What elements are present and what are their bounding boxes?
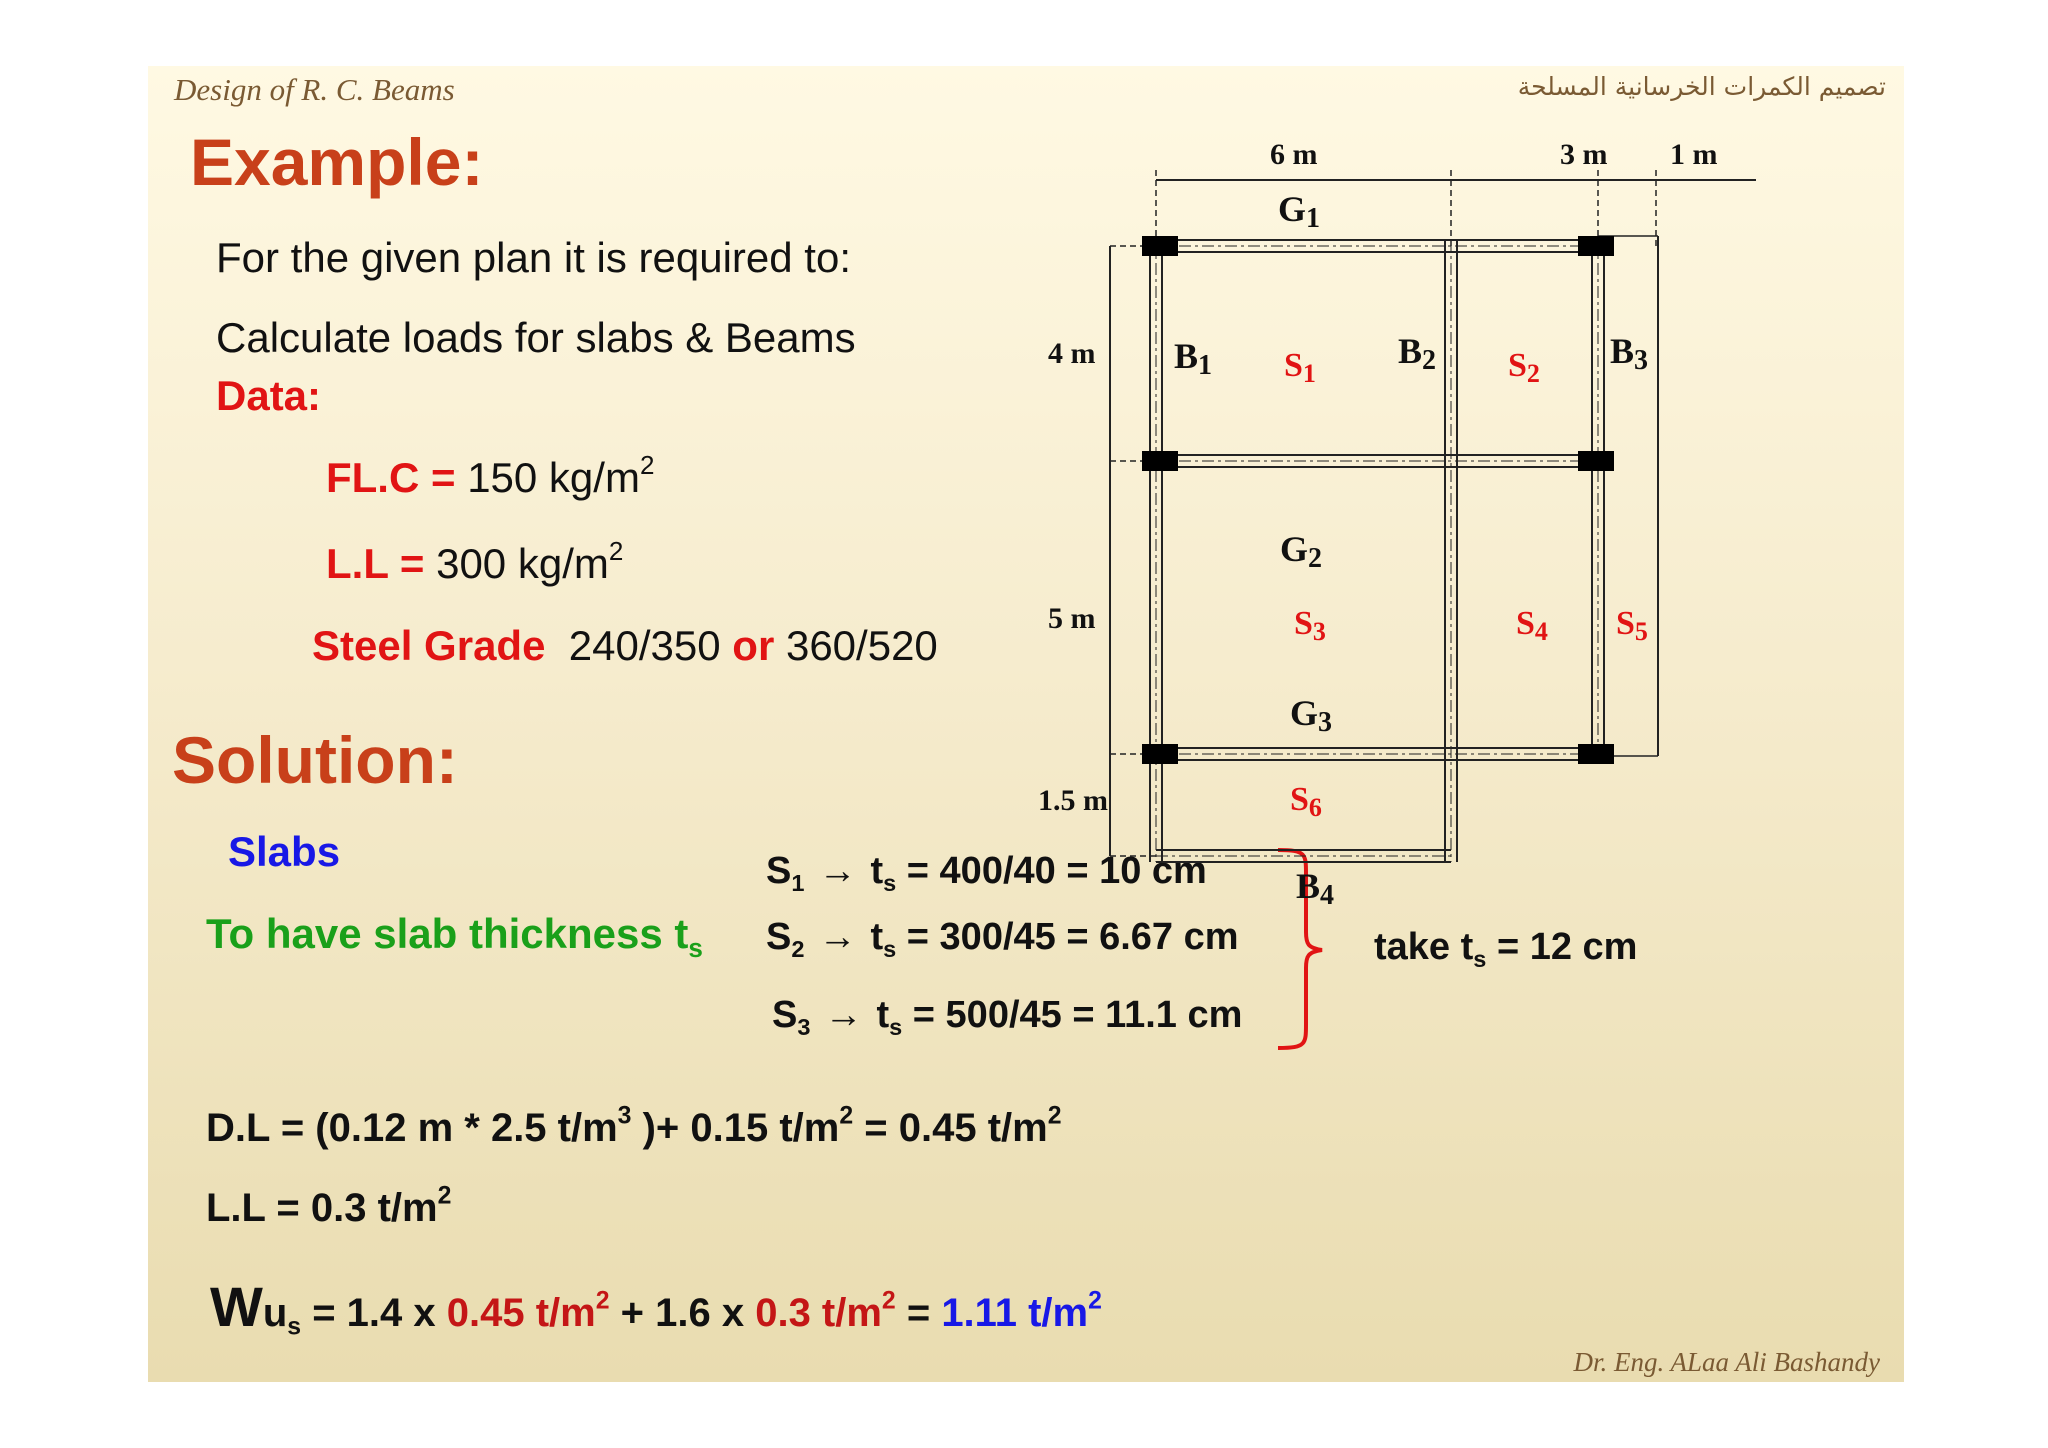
data-label: Data: (216, 372, 322, 419)
ultimate-load-equation: $Wu_s = 1.4$ x 0.45 $t/m^2 + 1.6$ x 0.3 $t/m^2 = 1.11$ $t/m^2$ (210, 1275, 1102, 1341)
example-line-1: For the given plan it is required to: (216, 234, 852, 281)
columns (1142, 236, 1614, 764)
slab-label-s5: S5 (1616, 605, 1648, 646)
beam-label-b3: B3 (1610, 331, 1649, 376)
dim-top-3m: 3 m (1560, 138, 1608, 171)
slab-label-s2: S2 (1508, 347, 1540, 388)
slab-label-s1: S1 (1284, 347, 1316, 388)
dim-left-4m: 4 m (1048, 337, 1096, 370)
steel-grade-row (312, 622, 938, 670)
live-load-row: L.L = 300 $kg/m^2$ (326, 535, 624, 587)
example-title: Example: (190, 125, 484, 199)
arrow-icon: → (818, 916, 857, 958)
girder-label-g3: G3 (1290, 693, 1333, 738)
slab-thickness-text: To have slab thickness $t_s$ (206, 910, 703, 964)
girder-label-g2: G2 (1280, 529, 1323, 574)
steel-grade-label: Steel Grade (312, 622, 546, 669)
beam-label-b2: B2 (1398, 331, 1437, 376)
slab-label-s6: S6 (1290, 781, 1322, 822)
dim-top-6m: 6 m (1270, 138, 1318, 171)
arrow-icon: → (824, 994, 863, 1036)
steel-grade-value-1: 240/350 (568, 622, 721, 669)
beam-label-b1: B1 (1174, 336, 1213, 381)
dim-left-5m: 5 m (1048, 602, 1096, 635)
slab-label-s3: S3 (1294, 605, 1326, 646)
slab-label-s4: S4 (1516, 605, 1548, 646)
arrow-icon: → (818, 850, 857, 892)
live-load-label: L.L = (326, 540, 425, 587)
dim-top-1m: 1 m (1670, 138, 1718, 171)
dead-load-equation: D.L = (0.12 m * 2.5 $t/m^3$ )+ 0.15 $t/m^2 = 0.45$ $t/m^2$ (206, 1102, 1062, 1150)
footer-author: Dr. Eng. ALaa Ali Bashandy (1573, 1347, 1880, 1377)
structural-plan-drawing (1038, 116, 1904, 936)
slab-eq-1: $S_1 \to t_s = 400/40 = 10$ cm (766, 850, 1207, 897)
live-load-value: 300 kg/m (436, 540, 609, 587)
slabs-heading: Slabs (228, 828, 341, 875)
floor-cover-value: 150 kg/m (467, 454, 640, 501)
header-course-title: Design of R. C. Beams (174, 72, 455, 107)
slab-eq-2: $S_2 \to t_s = 300/45 = 6.67$ cm (766, 916, 1239, 963)
example-line-2: Calculate loads for slabs & Beams (216, 314, 856, 361)
floor-cover-label: FL.C = (326, 454, 456, 501)
take-thickness-result: take $t_s = 12$ cm (1374, 926, 1638, 973)
dim-left-1-5m: 1.5 m (1038, 784, 1108, 817)
slide (148, 66, 1904, 1382)
beam-label-b4: B4 (1296, 866, 1335, 911)
live-load-equation: L.L = 0.3 $t/m^2$ (206, 1182, 452, 1230)
solution-title: Solution: (172, 723, 458, 797)
floor-cover-row: FL.C = 150 $kg/m^2$ (326, 449, 655, 501)
girder-label-g1: G1 (1278, 189, 1321, 234)
steel-grade-or: or (732, 622, 775, 669)
slab-eq-3: $S_3 \to t_s = 500/45 = 11.1$ cm (772, 994, 1243, 1041)
steel-grade-value-2: 360/520 (785, 622, 938, 669)
header-arabic-title: تصميم الكمرات الخرسانية المسلحة (1517, 72, 1886, 101)
